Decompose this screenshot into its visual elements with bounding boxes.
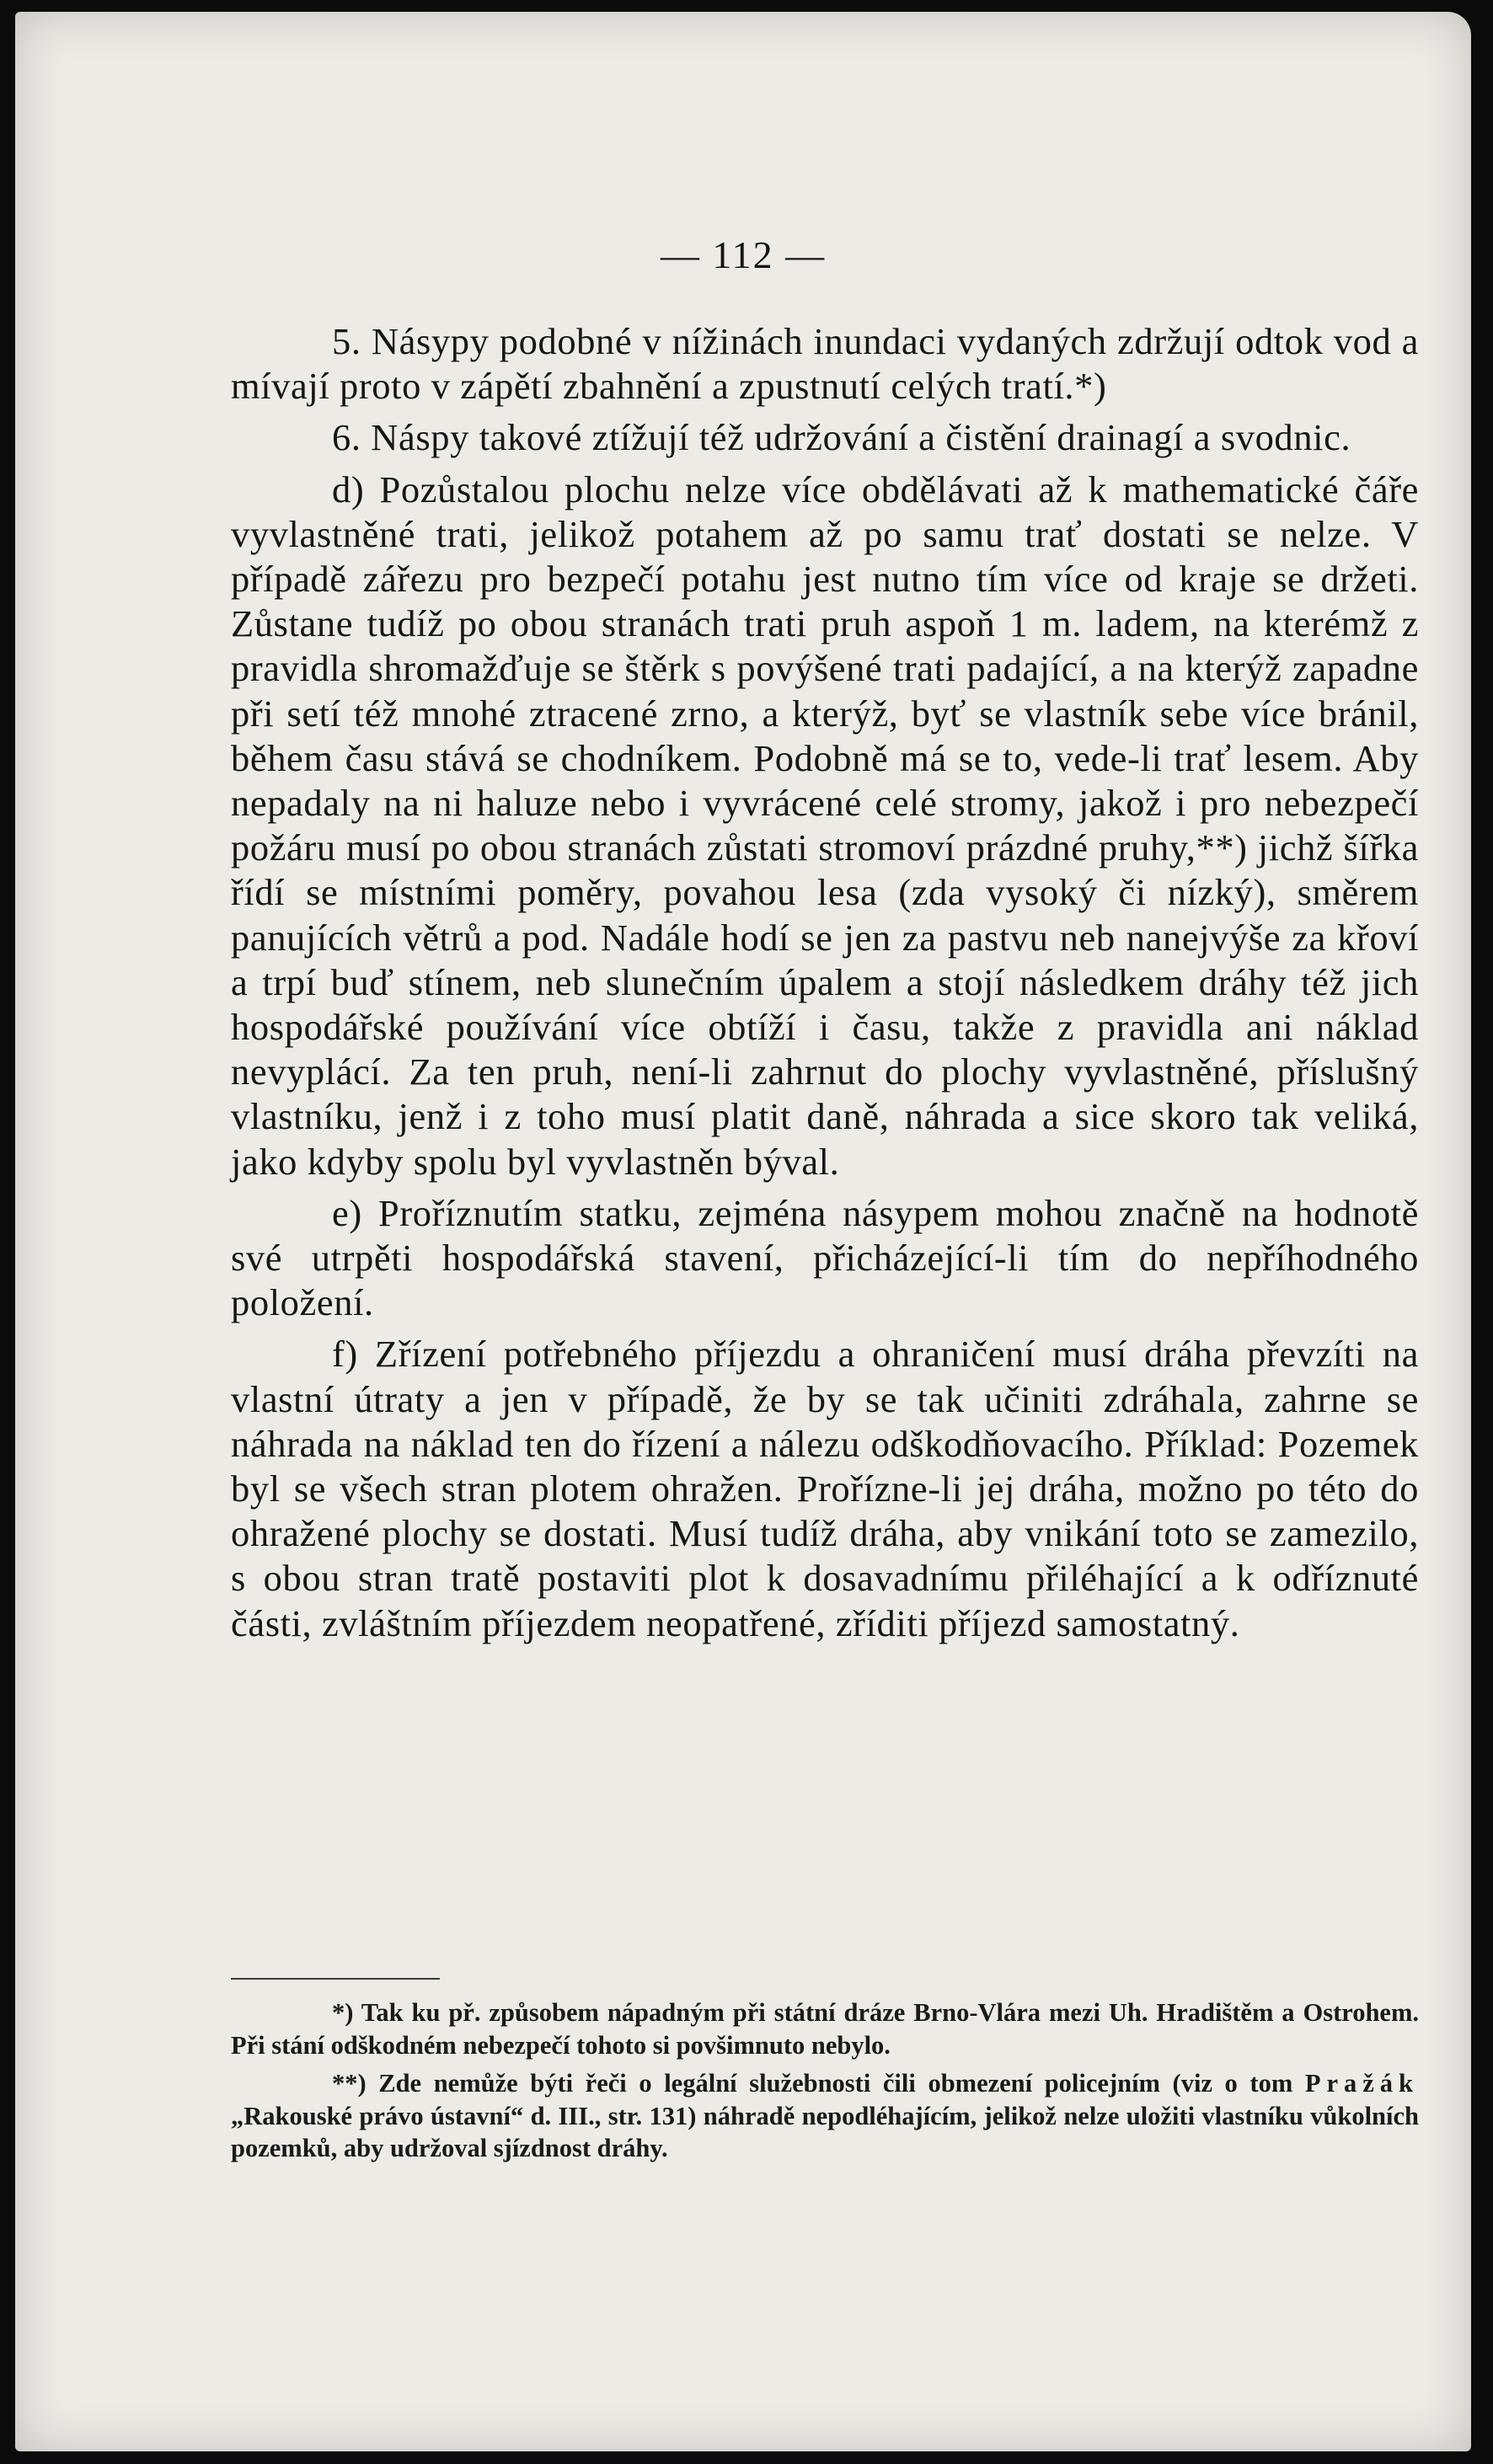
- footnotes: [231, 1996, 1419, 2171]
- footnote-2-author: Pražák: [1304, 2069, 1419, 2098]
- page-number: — 112 —: [660, 233, 827, 276]
- footnote-2-end: „Rakouské právo ústavní“ d. III., str. 131) náhradě nepodléhajícím, jelikož nelze uložiti vlastníku vůkolních pozemků, aby udržoval sjízdnost dráhy.: [231, 2101, 1419, 2163]
- footnote-divider: [231, 1978, 440, 1980]
- footnote-2: [231, 2067, 1419, 2165]
- paragraph-6: 6. Náspy takové ztížují též udržování a čistění drainagí a svodnic.: [332, 416, 1351, 459]
- paragraph-e: e) Proříznutím statku, zejména násypem mohou značně na hodnotě své utrpěti hospodářská stavení, přicházející-li tím do nepříhodného položení.: [231, 1191, 1419, 1324]
- book-page: [15, 12, 1471, 2451]
- paragraph-5: 5. Násypy podobné v nížinách inundaci vydaných zdržují odtok vod a mívají proto v zápětí zbahnění a zpustnutí celých tratí.*): [231, 320, 1419, 408]
- footnote-2-start: **) Zde nemůže býti řeči o legální služebnosti čili obmezení policejním (viz o tom: [332, 2069, 1305, 2098]
- paragraph-f: f) Zřízení potřebného příjezdu a ohraničení musí dráha převzíti na vlastní útraty a jen v případě, že by se tak učiniti zdráhala, zahrne se náhrada na náklad ten do řízení a nálezu odškodňovacího. Příklad: Pozemek byl se všech stran plotem ohražen. Prořízne-li jej dráha, možno po této do ohražené plochy se dostati. Musí tudíž dráha, aby vnikání toto se zamezilo, s obou stran tratě postaviti plot k dosavadnímu přiléhající a k odříznuté části, zvláštním příjezdem neopatřené, zříditi příjezd samostatný.: [231, 1333, 1419, 1644]
- paragraph-d: d) Pozůstalou plochu nelze více obdělávati až k mathematické čáře vyvlastněné trati, jelikož potahem až po samu trať dostati se nelze. V případě zářezu pro bezpečí potahu jest nutno tím více od kraje se držeti. Zůstane tudíž po obou stranách trati pruh aspoň 1 m. ladem, na kterémž z pravidla shromažďuje se štěrk s povýšené trati padající, a na kterýž zapadne při setí též mnohé ztracené zrno, a kterýž, byť se vlastník sebe více bránil, během času stává se chodníkem. Podobně má se to, vede-li trať lesem. Aby nepadaly na ni haluze nebo i vyvrácené celé stromy, jakož i pro nebezpečí požáru musí po obou stranách zůstati stromoví prázdné pruhy,**) jichž šířka řídí se místními poměry, povahou lesa (zda vysoký či nízký), směrem panujících větrů a pod. Nadále hodí se jen za pastvu neb nanejvýše za křoví a trpí buď stínem, neb slunečním úpalem a stojí následkem dráhy též jich hospodářské používání více obtíží i času, takže z pravidla ani náklad nevyplácí. Za ten pruh, není-li zahrnut do plochy vyvlastněné, příslušný vlastníku, jenž i z toho musí platit daně, náhrada a sice skoro tak veliká, jako kdyby spolu byl vyvlastněn býval.: [231, 468, 1419, 1183]
- main-text: [231, 319, 1419, 1653]
- footnote-1: *) Tak ku př. způsobem nápadným při státní dráze Brno-Vlára mezi Uh. Hradištěm a Ostrohem. Při stání odškodném nebezpečí tohoto si povšimnuto nebylo.: [231, 1998, 1419, 2060]
